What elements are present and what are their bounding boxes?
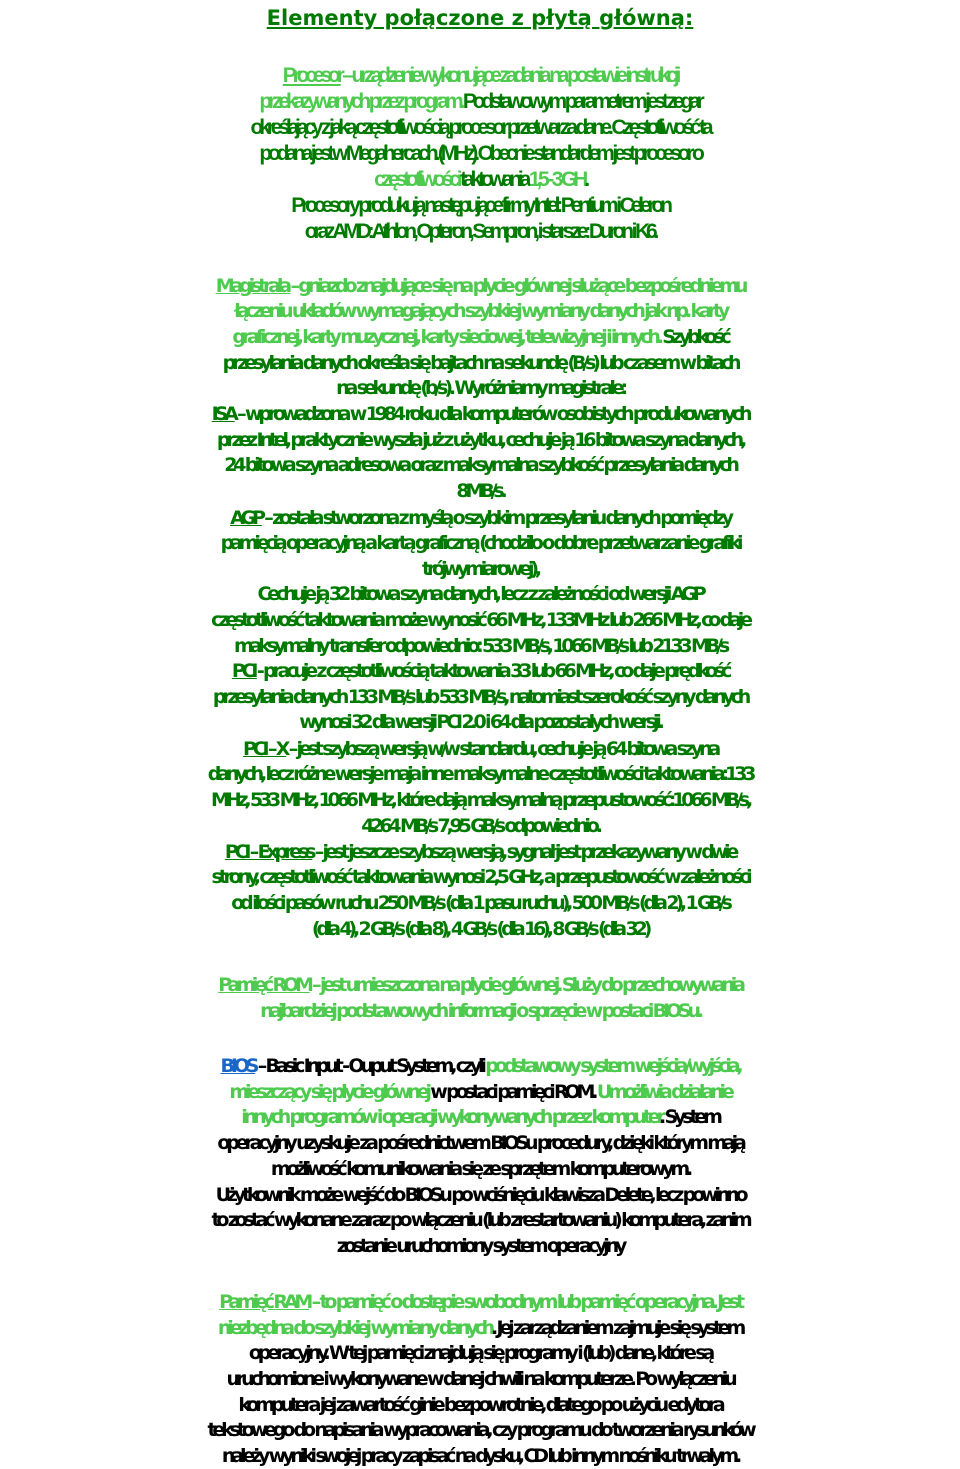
pcix-link[interactable]: PCI – X (242, 738, 287, 760)
agp-line-3: trójwymiarowej), (422, 558, 538, 580)
procesor-line-1 (0, 63, 960, 89)
pcie-line-1 (0, 839, 960, 865)
isa-line-2: przez Intel, praktycznie wyszła już z użytku, cechuje ją 16 bitowa szyna danych, (216, 429, 744, 451)
rom-link[interactable]: Pamięć ROM (218, 974, 310, 996)
agp-line-1 (0, 505, 960, 531)
pcie-link[interactable]: PCI – Express (224, 841, 313, 863)
bios-line-1 (0, 1053, 960, 1079)
ram-line-6: tekstowego do napisania wypracowania, czy programu do tworzenia rysunków (207, 1419, 753, 1441)
ram-line-4: uruchomione i wykonywane w danej chwili na komputerze. Po wyłączeniu (226, 1368, 734, 1390)
procesor-line-4: podana jest w Megahercach. (MHz). Obecnie standardem jest procesor o (259, 142, 701, 165)
ram-text: niezbędna do szybkiej wymiany danych (217, 1317, 491, 1339)
bios-text: . System (658, 1106, 719, 1128)
bios-text: mieszczący się płycie głównej (229, 1081, 428, 1103)
ram-line-2 (0, 1315, 960, 1341)
pci-line-3: wynosi 32 dla wersji PCI 2.0 i 64 dla pozostałych wersji. (299, 711, 661, 733)
procesor-line-7: oraz AMD: Athlon, Opteron, Sempron, i starsze: Duron i K6. (304, 220, 656, 243)
bios-line-8: zostanie uruchomiony system operacyjny (336, 1235, 624, 1257)
pcie-line-2: strony, częstotliwość taktowania wynosi 2,5 GHz, a przepustowość w zależności (211, 866, 749, 888)
procesor-line-2 (0, 89, 960, 115)
isa-line-1 (0, 401, 960, 427)
agp-line-5: częstotliwość taktowania może wynosić 66 MHz, 133MHz lub 266 MHz, co daje (211, 609, 749, 631)
bios-line-5: możliwość komunikowania się ze sprzętem komputerowym. (270, 1158, 690, 1180)
bios-line-2 (0, 1079, 960, 1105)
pcix-text: – jest szybszą wersją w/w standardu, cechuje ją 64 bitowa szyna (286, 738, 717, 760)
procesor-text: . (584, 168, 586, 191)
magistrala-line-3 (0, 324, 960, 350)
magistrala-text: Wyróżniamy magistrale: (451, 377, 624, 399)
isa-line-3: 24 bitowa szyna adresowa oraz maksymalna szybkość przesyłania danych (224, 454, 736, 476)
procesor-line-5 (0, 167, 960, 193)
pcie-line-4: (dla 4), 2 GB/s (dla 8), 4 GB/s (dla 16), 8 GB/s (dla 32) (311, 918, 649, 940)
procesor-text: 1,5 - 3 GH (528, 168, 585, 191)
rom-text: – jest umieszczona na płycie głównej. Służy do przechowywania (309, 974, 742, 996)
procesor-text: taktowania (458, 168, 529, 191)
bios-line-4: operacyjny uzyskuje za pośrednictwem BIOSu procedury, dzięki którym mają (217, 1132, 743, 1154)
isa-link[interactable]: ISA (211, 403, 235, 425)
procesor-line-3: określający z jaką częstotliwością procesor przetwarza dane. Częstotliwość ta (250, 116, 710, 139)
bios-text: – Basic Input - Ouput System, czyli (255, 1055, 486, 1077)
agp-line-4: Cechuje ją 32 bitowa szyna danych, lecz z zależności od wersji AGP (257, 583, 703, 605)
isa-text: – wprowadzona w 1984 roku dla komputerów osobistych produkowanych (234, 403, 749, 425)
pci-line-2: przesyłania danych 133 MB/s lub 533 MB/s, natomiast szerokość szyny danych (212, 686, 748, 708)
agp-text: – została stworzona z myślą o szybkim przesyłaniu danych pomiędzy (261, 507, 730, 529)
procesor-text: Podstawowym parametrem jest zegar (461, 90, 701, 113)
procesor-text: przekazywanych przez program. (259, 90, 462, 113)
pci-line-1 (0, 658, 960, 684)
pcie-text: – jest jeszcze szybszą wersją, sygnał jest przekazywany w dwie (312, 841, 736, 863)
procesor-line-6: Procesory produkują następujące firmy Intel: Pentium i Celeron (291, 194, 669, 217)
bios-line-7: to zostać wykonane zaraz po włączeniu (lub zrestartowaniu) komputera, zanim (211, 1209, 749, 1231)
ram-text: . Jej zarządzaniem zajmuje się system (491, 1317, 743, 1339)
rom-line-2: najbardziej podstawowych informacji o sprzęcie w postaci BIOSu. (260, 1000, 700, 1022)
agp-line-2: pamięcią operacyjną a kartą graficzną (chodziło o dobre przetwarzanie grafiki (220, 532, 740, 554)
ram-line-3: operacyjny. W tej pamięci znajdują się programy i (lub) dane, które są (248, 1342, 712, 1364)
pcix-line-1 (0, 736, 960, 762)
procesor-text: częstotliwości (374, 168, 459, 191)
agp-line-6: maksymalny transfer odpowiednio: 533 MB/s, 1066 MB/s lub 2133 MB/s (233, 635, 726, 657)
agp-link[interactable]: AGP (230, 507, 262, 529)
magistrala-text: na sekundę (b/s). (336, 377, 452, 399)
pcie-line-3: od ilości pasów ruchu 250 MB/s (dla 1 pasu ruchu), 500 MB/s (dla 2), 1 GB/s (231, 892, 729, 914)
magistrala-line-1 (0, 273, 960, 299)
procesor-text: – urządzenie wykonujące zadania na postawie instrukcji (340, 64, 678, 87)
magistrala-text: Szybkość (659, 326, 728, 348)
bios-text: Umożliwia działanie (596, 1081, 731, 1103)
ram-line-5: komputera jej zawartość ginie bezpowrotnie, dlatego po użyciu edytora (238, 1394, 722, 1416)
page-title: Elementy połączone z płytą główną: (266, 6, 694, 30)
magistrala-line-4: przesyłania danych określa się bajtach na sekundę (B/s) lub czasem w bitach (222, 352, 738, 374)
magistrala-line-2: łączeniu układów wymagających szybkiej wymiany danych jak np. karty (233, 300, 727, 322)
bios-line-3 (0, 1104, 960, 1130)
bios-text: w postaci pamięci ROM. (427, 1081, 597, 1103)
pcix-line-2: danych, lecz różne wersje maja inne maksymalne częstotliwości taktowania:133 (207, 763, 753, 785)
pci-text: - pracuje z częstotliwością taktowania 33 lub 66 MHz, co daje prędkość (256, 660, 729, 682)
pcix-line-3: MHz, 533 MHz, 1066 MHz, które dają maksymalną przepustowość:1066 MB/s, (210, 789, 750, 811)
procesor-link[interactable]: Procesor (282, 64, 341, 87)
ram-line-7: należy wyniki swojej pracy zapisać na dysku, CD lub innym nośniku trwałym. (221, 1445, 739, 1467)
bios-text: innych programów i operacji wykonywanych przez komputer (241, 1106, 659, 1128)
rom-line-1 (0, 972, 960, 998)
ram-text: – to pamięć o dostępie swobodnym lub pamięć operacyjna. Jest (309, 1291, 741, 1313)
bios-line-6: Użytkownik może wejść do BIOSu po wciśnięciu klawisza Delete, lecz powinno (215, 1184, 745, 1206)
magistrala-text: graficznej, karty muzycznej, karty sieciowej, telewizyjnej i innych. (232, 326, 660, 348)
isa-line-4: 8MB/s. (456, 480, 504, 502)
bios-text: podstawowy system wejścia/wyjścia, (485, 1055, 740, 1077)
pcix-line-4: 4264 MB/s 7,95 GB/s odpowiednio. (361, 815, 599, 837)
ram-line-1 (0, 1289, 960, 1315)
bios-link[interactable]: BIOS (220, 1055, 256, 1077)
pci-link[interactable]: PCI (231, 660, 257, 682)
magistrala-text: – gniazdo znajdujące się na płycie głównej służące bezpośredniemu (290, 275, 745, 297)
magistrala-link[interactable]: Magistrala (215, 275, 291, 297)
magistrala-line-5 (0, 375, 960, 401)
ram-link[interactable]: Pamięć RAM (219, 1291, 310, 1313)
